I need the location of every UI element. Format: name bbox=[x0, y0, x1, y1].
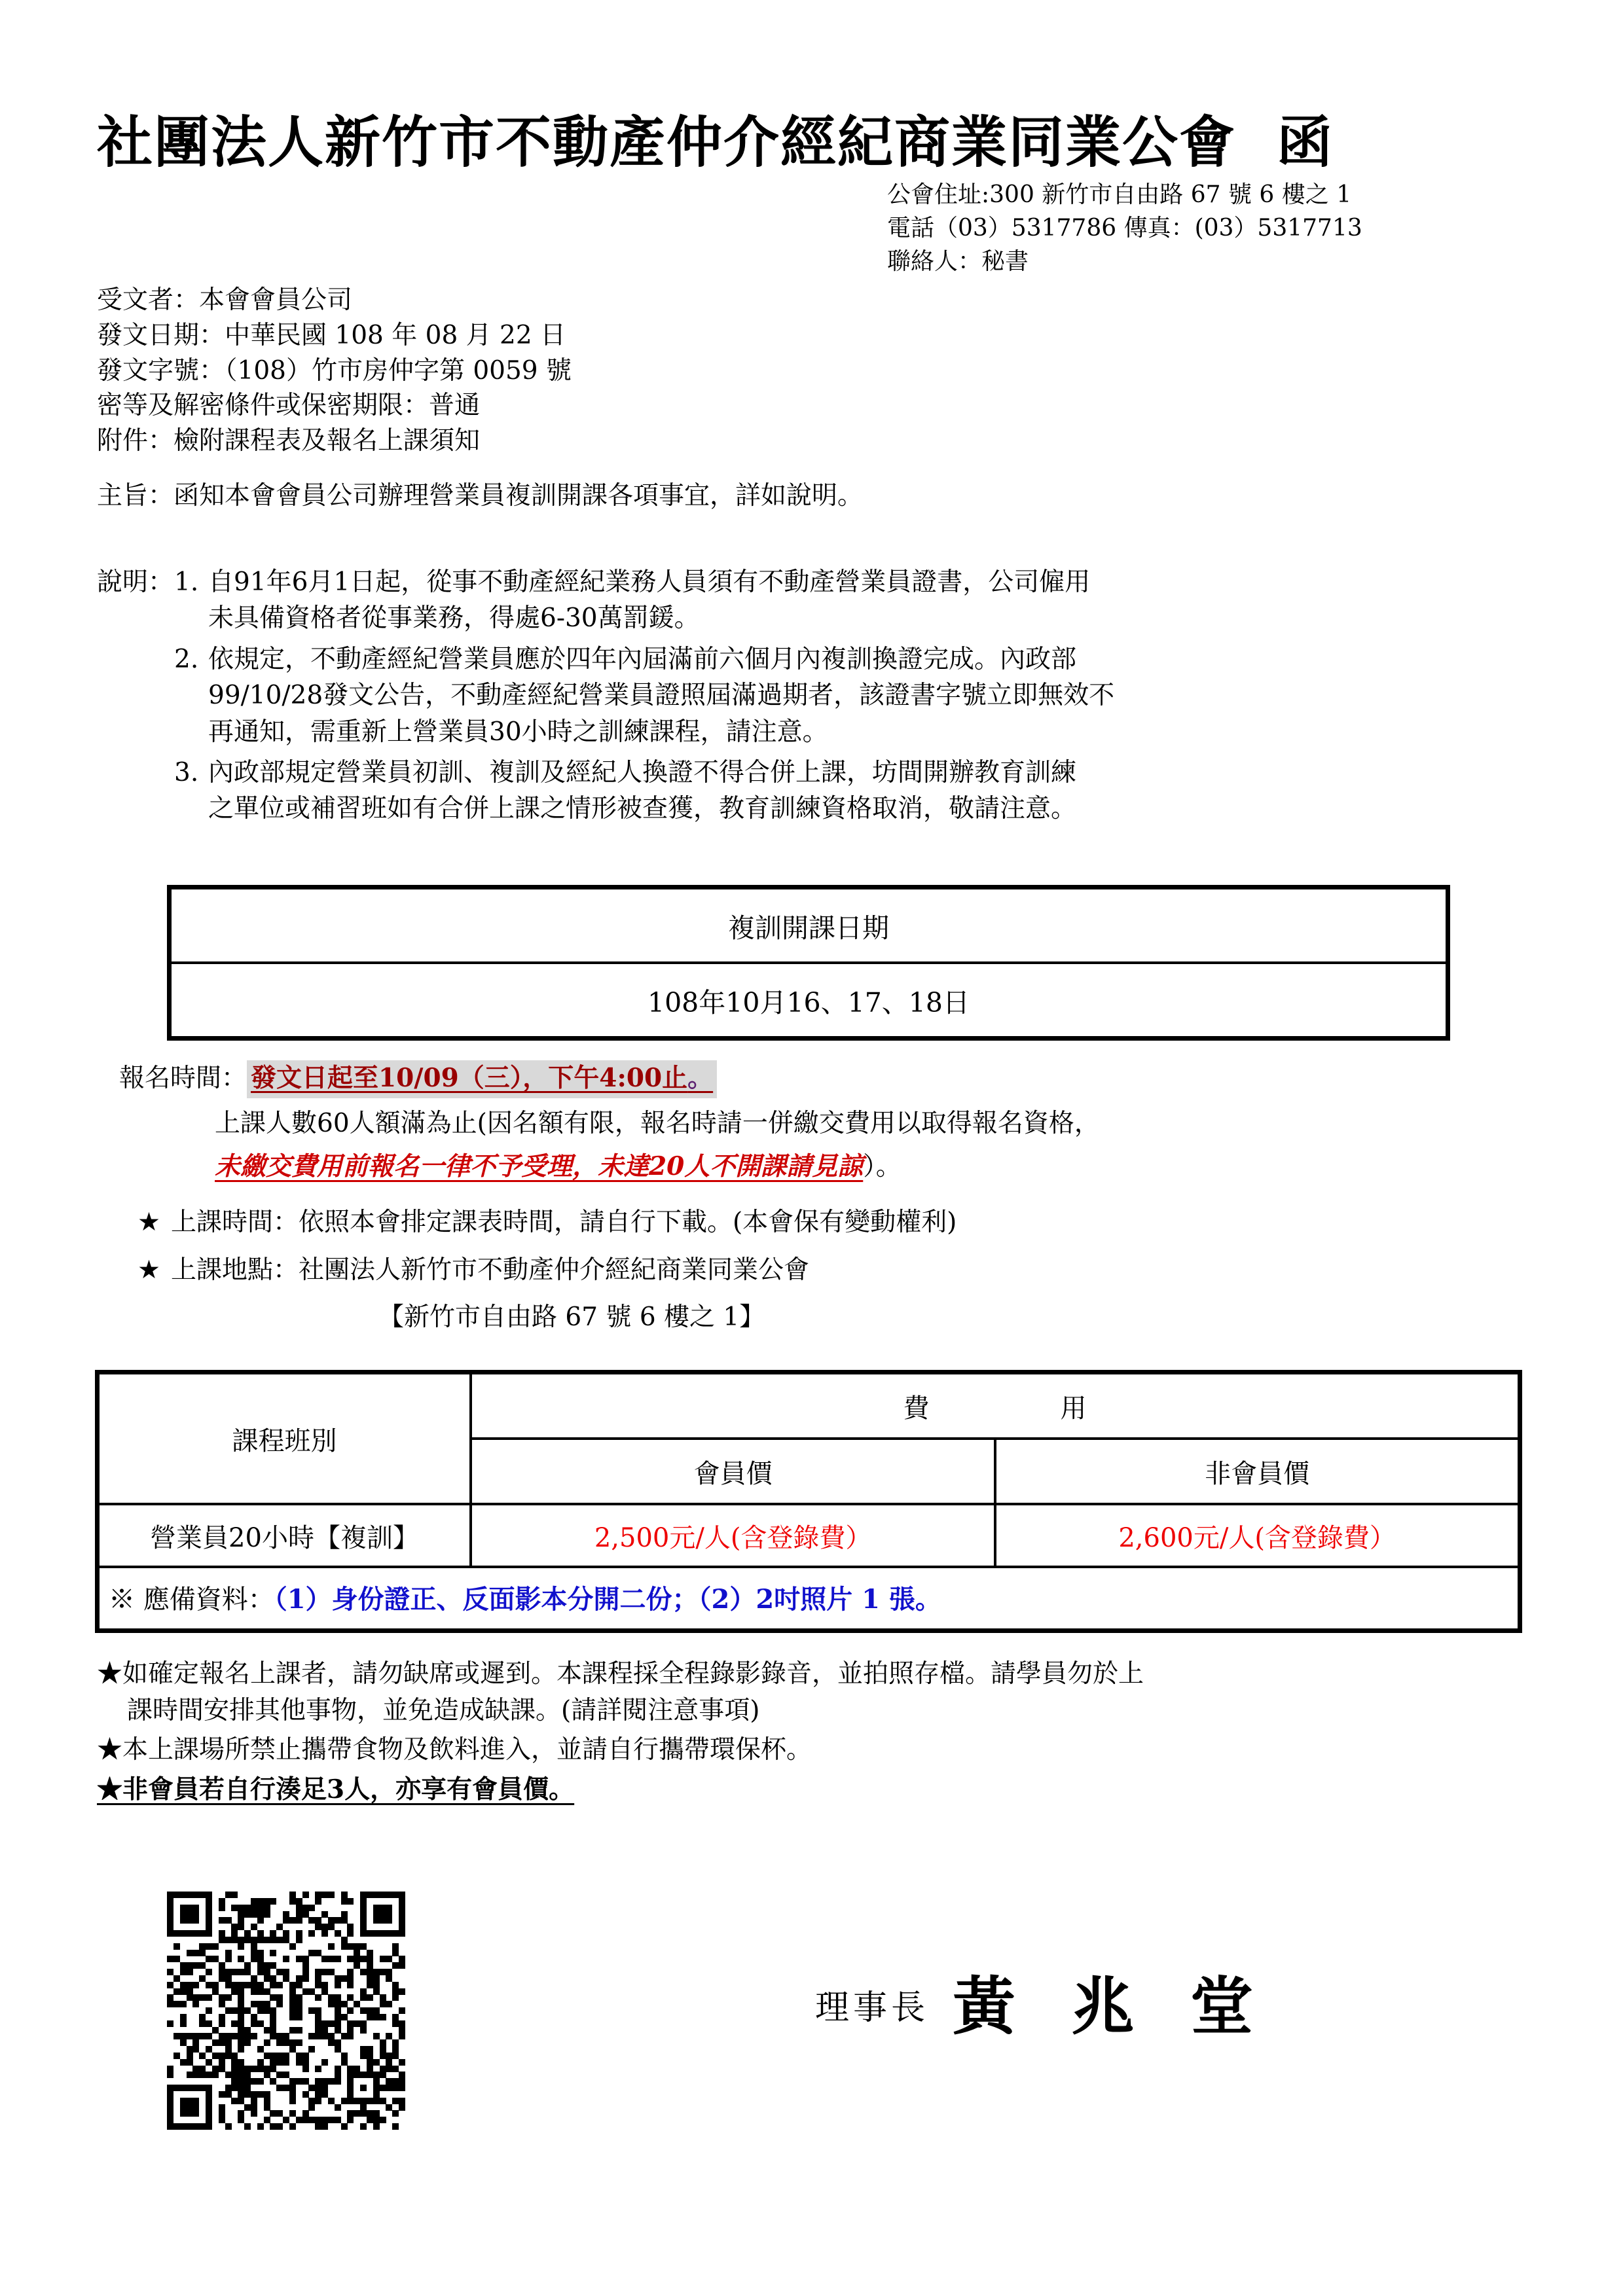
course-date-value: 108年10月16、17、18日 bbox=[170, 963, 1448, 1039]
explanation-item-line: 自91年6月1日起，從事不動產經紀業務人員須有不動產營業員證書，公司僱用 bbox=[208, 567, 1091, 597]
signature-title: 理事長 bbox=[815, 1988, 930, 2028]
explanation-item-line: 內政部規定營業員初訓、複訓及經紀人換證不得合併上課，坊間開辦教育訓練 bbox=[208, 757, 1077, 787]
fee-nonmember-header: 非會員價 bbox=[995, 1439, 1520, 1504]
fee-requirements-detail: （1）身份證正、反面影本分開二份；（2）2吋照片 1 張。 bbox=[274, 1583, 941, 1615]
star-icon: ★ bbox=[137, 1255, 160, 1285]
explanation-section bbox=[97, 564, 1557, 832]
explanation-item-line: 之單位或補習班如有合併上課之情形被查獲，教育訓練資格取消，敬請注意。 bbox=[208, 794, 1077, 824]
signature-name: 黃 兆 堂 bbox=[953, 1969, 1270, 2043]
explanation-label: 說明： bbox=[97, 567, 174, 597]
meta-classification: 密等及解密條件或保密期限：普通 bbox=[97, 391, 481, 421]
note-line: 如確定報名上課者，請勿缺席或遲到。本課程採全程錄影錄音，並拍照存檔。請學員勿於上 bbox=[122, 1659, 1144, 1689]
explanation-item-line: 99/10/28發文公告，不動產經紀營業員證照屆滿過期者，該證書字號立即無效不 bbox=[208, 681, 1115, 711]
organization-name: 社團法人新竹市不動產仲介經紀商業同業公會 bbox=[97, 110, 1237, 175]
course-info-bullets bbox=[137, 1204, 1578, 1336]
registration-emphasis: 未繳交費用前報名一律不予受理，未達20人不開課請見諒 bbox=[215, 1151, 864, 1181]
meta-document-number: 發文字號：（108）竹市房仲字第 0059 號 bbox=[97, 355, 572, 386]
note-item bbox=[97, 1732, 1577, 1768]
registration-label: 報名時間： bbox=[119, 1064, 247, 1093]
bullet-course-time-text: 上課時間：依照本會排定課表時間，請自行下載。(本會保有變動權利) bbox=[170, 1208, 957, 1237]
table-row bbox=[170, 963, 1448, 1039]
fee-requirements-cell bbox=[98, 1567, 1520, 1631]
registration-capacity: 上課人數60人額滿為止(因名額有限，報名時請一併繳交費用以取得報名資格， bbox=[215, 1109, 1100, 1139]
explanation-item-line: 再通知，需重新上營業員30小時之訓練課程，請注意。 bbox=[208, 717, 828, 747]
note-underlined-wrap bbox=[97, 1774, 574, 1804]
registration-emphasis-tail: ）。 bbox=[863, 1151, 902, 1181]
note-line: 非會員若自行湊足3人，亦享有會員價。 bbox=[122, 1774, 575, 1805]
bullet-course-venue-text: 上課地點：社團法人新竹市不動產仲介經紀商業同業公會 bbox=[170, 1255, 809, 1285]
signature-block bbox=[815, 1957, 1270, 2047]
explanation-item bbox=[174, 641, 1557, 750]
fee-nonmember-price: 2,600元/人(含登錄費） bbox=[995, 1504, 1520, 1567]
star-icon: ★ bbox=[97, 1735, 123, 1765]
explanation-item-line: 未具備資格者從事業務，得處6-30萬罰鍰。 bbox=[208, 603, 700, 634]
star-icon: ★ bbox=[97, 1659, 123, 1689]
star-icon: ★ bbox=[137, 1208, 160, 1237]
fee-col-class-header: 課程班別 bbox=[98, 1372, 471, 1505]
contact-phone-fax: 電話（03）5317786 傳真：(03）5317713 bbox=[887, 215, 1362, 242]
contact-person: 聯絡人：秘書 bbox=[887, 248, 1029, 276]
fee-class-name: 營業員20小時【複訓】 bbox=[98, 1504, 471, 1567]
document-meta bbox=[97, 283, 572, 459]
registration-deadline-highlight bbox=[247, 1060, 717, 1098]
note-line: 本上課場所禁止攜帶食物及飲料進入，並請自行攜帶環保杯。 bbox=[122, 1735, 812, 1765]
fee-table bbox=[95, 1370, 1522, 1633]
contact-address: 公會住址:300 新竹市自由路 67 號 6 樓之 1 bbox=[887, 181, 1352, 208]
organization-title bbox=[97, 98, 1537, 178]
registration-emphasis-line bbox=[215, 1149, 1577, 1185]
subject-line: 主旨：函知本會會員公司辦理營業員複訓開課各項事宜，詳如說明。 bbox=[97, 481, 864, 511]
table-row bbox=[98, 1504, 1520, 1567]
meta-attachment: 附件：檢附課程表及報名上課須知 bbox=[97, 426, 481, 456]
table-row bbox=[170, 888, 1448, 963]
fee-group-header: 費 用 bbox=[471, 1372, 1520, 1439]
bullet-course-venue bbox=[137, 1252, 1578, 1289]
registration-deadline-punct: 。 bbox=[687, 1063, 714, 1093]
meta-issue-date: 發文日期：中華民國 108 年 08 月 22 日 bbox=[97, 320, 566, 350]
fee-member-header: 會員價 bbox=[471, 1439, 995, 1504]
course-date-table bbox=[167, 885, 1450, 1041]
registration-section bbox=[97, 1060, 1577, 1185]
contact-block bbox=[887, 178, 1542, 278]
bullet-course-time bbox=[137, 1204, 1578, 1242]
registration-deadline-text: 發文日起至10/09（三），下午4:00止 bbox=[251, 1063, 688, 1093]
star-icon: ★ bbox=[97, 1774, 123, 1805]
meta-recipient: 受文者：本會會員公司 bbox=[97, 285, 353, 315]
explanation-list bbox=[174, 564, 1557, 827]
explanation-item-line: 依規定，不動產經紀營業員應於四年內屆滿前六個月內複訓換證完成。內政部 bbox=[208, 644, 1077, 674]
table-row bbox=[98, 1567, 1520, 1631]
fee-requirements-prefix: ※ 應備資料： bbox=[109, 1584, 274, 1615]
document-kind: 函 bbox=[1277, 110, 1334, 175]
note-line: 課時間安排其他事物，並免造成缺課。(請詳閱注意事項) bbox=[127, 1696, 760, 1726]
explanation-item-number: 2. bbox=[174, 644, 199, 674]
explanation-item bbox=[174, 755, 1557, 827]
explanation-item-number: 3. bbox=[174, 757, 199, 787]
table-row bbox=[98, 1372, 1520, 1439]
bottom-notes bbox=[97, 1656, 1577, 1812]
note-item-underlined bbox=[97, 1771, 1577, 1808]
explanation-item bbox=[174, 564, 1557, 637]
explanation-item-number: 1. bbox=[174, 567, 199, 597]
registration-deadline-line bbox=[97, 1060, 1577, 1096]
note-item bbox=[97, 1656, 1577, 1729]
qr-code bbox=[167, 1892, 405, 2130]
course-date-header: 複訓開課日期 bbox=[170, 888, 1448, 963]
fee-member-price: 2,500元/人(含登錄費） bbox=[471, 1504, 995, 1567]
qr-code-canvas bbox=[167, 1892, 405, 2130]
venue-address: 【新竹市自由路 67 號 6 樓之 1】 bbox=[378, 1302, 765, 1333]
